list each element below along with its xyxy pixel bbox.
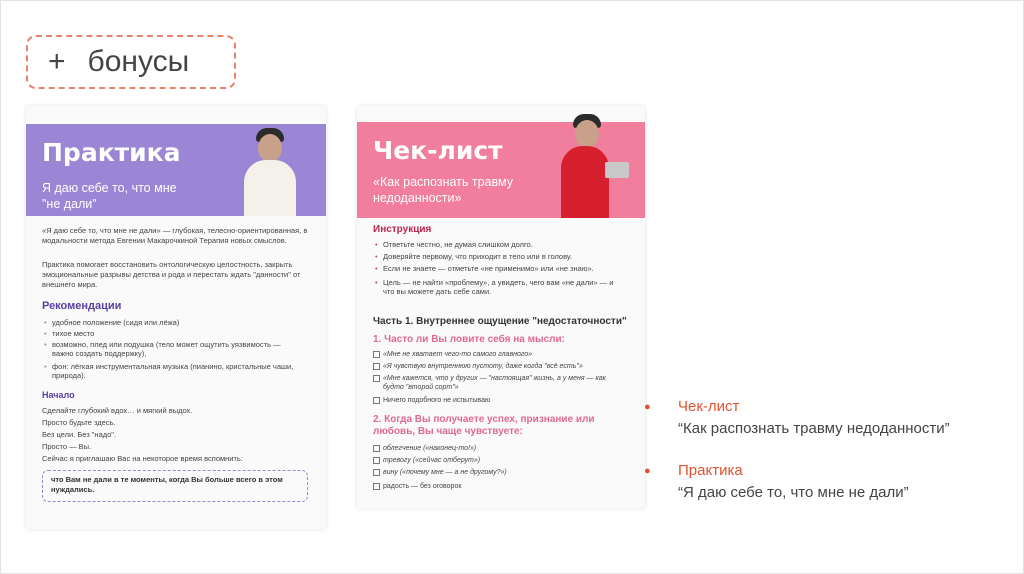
- list-item: • тихое место: [52, 329, 312, 338]
- checklist-banner-title: Чек-лист: [373, 136, 503, 165]
- practice-banner: [26, 124, 326, 216]
- list-item: • возможно, плед или подушка (тело может ощутить уязвимость — важно создать поддержку),: [52, 340, 302, 358]
- start-line: Просто — Вы.: [42, 442, 92, 451]
- list-item: • Цель — не найти «проблему», а увидеть, чего вам «не дали» — и что вы можете дать себе сами.: [383, 278, 623, 296]
- practice-banner-subtitle: Я даю себе то, что мне "не дали": [42, 181, 177, 211]
- bullet-icon: ●: [644, 465, 651, 477]
- checkbox-option: тревогу («сейчас отберут»): [383, 456, 633, 465]
- practice-intro: «Я даю себе то, что мне не дали» — глубокая, телесно-ориентированная, в модальности метода Евгении Макарочкиной Терапия новых смыслов.: [42, 226, 308, 245]
- checkbox-option: Ничего подобного не испытываю: [383, 396, 633, 405]
- part-1-heading: Часть 1. Внутреннее ощущение "недостаточности": [373, 316, 627, 327]
- start-line: Просто будьте здесь.: [42, 418, 116, 427]
- practice-card-preview: [26, 106, 326, 529]
- checkbox-option: «Мне не хватает чего-то самого главного»: [383, 350, 633, 359]
- side-item-desc: “Как распознать травму недоданности”: [678, 420, 950, 437]
- checklist-card-preview: [357, 106, 645, 508]
- start-line: Без цели. Без "надо".: [42, 430, 117, 439]
- side-item-title: Практика: [678, 462, 743, 479]
- practice-banner-title: Практика: [42, 138, 181, 167]
- start-line: Сделайте глубокий вдох… и мягкий выдох.: [42, 406, 193, 415]
- list-item: • удобное положение (сидя или лёжа): [52, 318, 312, 327]
- list-item: • фон: лёгкая инструментальная музыка (пианино, кристальные чаши, природа).: [52, 362, 302, 380]
- bonus-label: бонусы: [87, 45, 190, 78]
- checkbox-option: радость — без оговорок: [383, 482, 633, 491]
- side-item-title: Чек-лист: [678, 398, 740, 415]
- checklist-banner-subtitle: «Как распознать травму недоданности»: [373, 175, 513, 205]
- checkbox-option: «Я чувствую внутреннюю пустоту, даже когда "всё есть"»: [383, 362, 633, 371]
- start-line: Сейчас я приглашаю Вас на некоторое время вспомнить:: [42, 454, 243, 463]
- start-heading: Начало: [42, 390, 75, 400]
- checkbox-option: вину («почему мне — а не другому?»): [383, 468, 633, 477]
- checklist-banner: [357, 122, 645, 218]
- recommendations-heading: Рекомендации: [42, 300, 122, 312]
- practice-intro-2: Практика помогает восстановить онтологическую целостность, закрыть эмоциональные разрывы детства и рода и перестать ждать "данности" от внешнего мира.: [42, 260, 301, 289]
- checkbox-option: «Мне кажется, что у других — "настоящая" жизнь, а у меня — как будто "второй сорт"»: [383, 374, 613, 392]
- question-2: 2. Когда Вы получаете успех, признание или любовь, Вы чаще чувствуете:: [373, 414, 595, 437]
- list-item: • Если не знаете — отметьте «не применимо» или «не знаю».: [383, 264, 633, 273]
- bullet-icon: ●: [644, 401, 651, 413]
- question-1: 1. Часто ли Вы ловите себя на мысли:: [373, 334, 565, 345]
- side-item-desc: “Я даю себе то, что мне не дали”: [678, 484, 909, 501]
- practice-quote-box: что Вам не дали в те моменты, когда Вы больше всего в этом нуждались.: [42, 470, 308, 502]
- list-item: • Ответьте честно, не думая слишком долго.: [383, 240, 633, 249]
- bonus-heading: [26, 35, 236, 89]
- list-item: • Доверяйте первому, что приходит в тело или в голову.: [383, 252, 633, 261]
- instruction-heading: Инструкция: [373, 224, 432, 235]
- checkbox-option: облегчение («наконец-то!»): [383, 444, 633, 453]
- plus-icon: +: [48, 45, 66, 78]
